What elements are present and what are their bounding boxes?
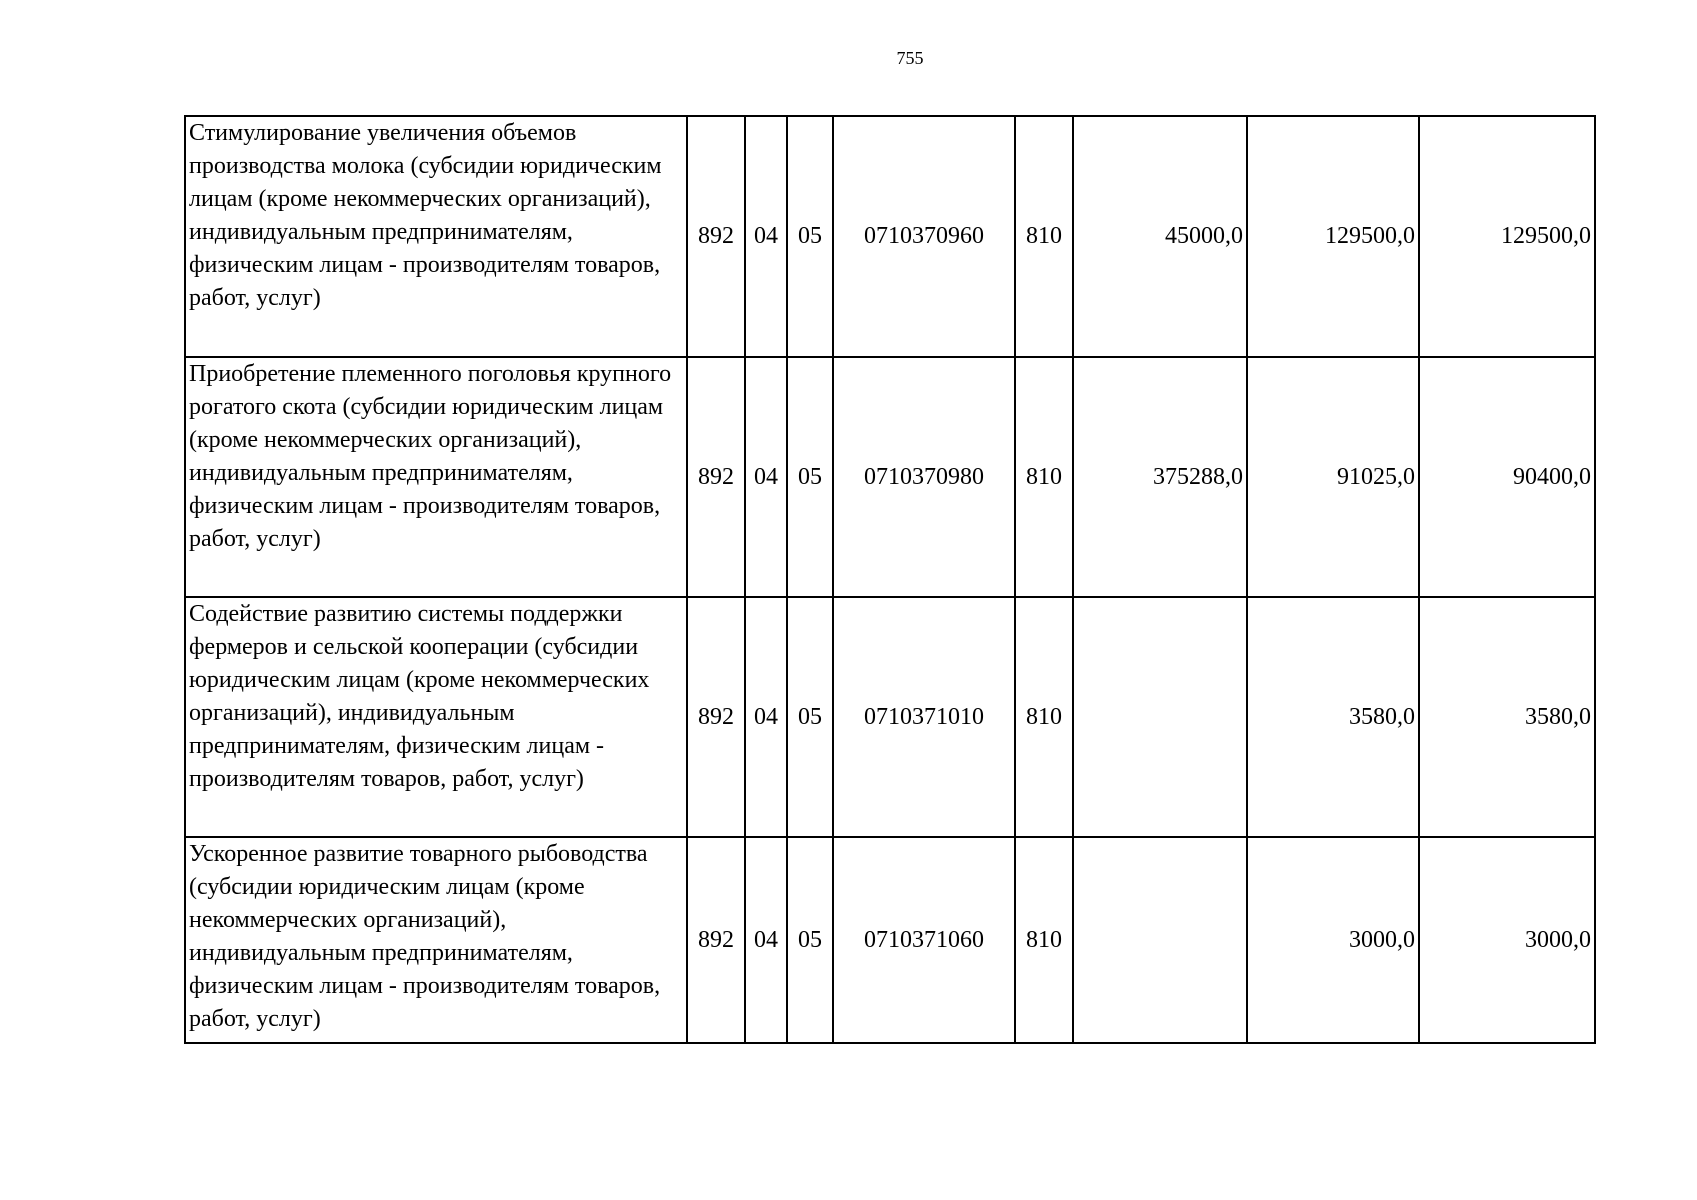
expense-type-code: 810 [1015, 357, 1073, 597]
target-article-code: 0710371060 [833, 837, 1015, 1043]
budget-table [184, 115, 1596, 1044]
table-row [185, 597, 1595, 837]
target-article-code: 0710370980 [833, 357, 1015, 597]
subsection-code: 05 [787, 357, 833, 597]
expense-type-code: 810 [1015, 837, 1073, 1043]
amount-1: 45000,0 [1073, 116, 1247, 357]
ministry-code: 892 [687, 357, 745, 597]
subsection-code: 05 [787, 837, 833, 1043]
amount-2: 129500,0 [1247, 116, 1419, 357]
amount-3: 3000,0 [1419, 837, 1595, 1043]
subsection-code: 05 [787, 116, 833, 357]
row-description: Стимулирование увеличения объемов производства молока (субсидии юридическим лицам (кроме некоммерческих организаций), индивидуальным предпринимателям, физическим лицам - производителям товаров, работ, услуг) [185, 116, 687, 357]
subsection-code: 05 [787, 597, 833, 837]
table-row [185, 357, 1595, 597]
amount-2: 3000,0 [1247, 837, 1419, 1043]
table-row [185, 116, 1595, 357]
row-description: Ускоренное развитие товарного рыбоводства (субсидии юридическим лицам (кроме некоммерческих организаций), индивидуальным предпринимателям, физическим лицам - производителям товаров, работ, услуг) [185, 837, 687, 1043]
row-description: Содействие развитию системы поддержки фермеров и сельской кооперации (субсидии юридическим лицам (кроме некоммерческих организаций), индивидуальным предпринимателям, физическим лицам - производителям товаров, работ, услуг) [185, 597, 687, 837]
amount-3: 90400,0 [1419, 357, 1595, 597]
ministry-code: 892 [687, 116, 745, 357]
page-number: 755 [896, 48, 924, 68]
table-row [185, 837, 1595, 1043]
target-article-code: 0710371010 [833, 597, 1015, 837]
section-code: 04 [745, 357, 787, 597]
row-description: Приобретение племенного поголовья крупного рогатого скота (субсидии юридическим лицам (кроме некоммерческих организаций), индивидуальным предпринимателям, физическим лицам - производителям товаров, работ, услуг) [185, 357, 687, 597]
target-article-code: 0710370960 [833, 116, 1015, 357]
ministry-code: 892 [687, 837, 745, 1043]
amount-1 [1073, 597, 1247, 837]
amount-3: 3580,0 [1419, 597, 1595, 837]
section-code: 04 [745, 837, 787, 1043]
amount-1: 375288,0 [1073, 357, 1247, 597]
amount-2: 91025,0 [1247, 357, 1419, 597]
amount-2: 3580,0 [1247, 597, 1419, 837]
amount-1 [1073, 837, 1247, 1043]
amount-3: 129500,0 [1419, 116, 1595, 357]
ministry-code: 892 [687, 597, 745, 837]
expense-type-code: 810 [1015, 597, 1073, 837]
expense-type-code: 810 [1015, 116, 1073, 357]
section-code: 04 [745, 116, 787, 357]
section-code: 04 [745, 597, 787, 837]
